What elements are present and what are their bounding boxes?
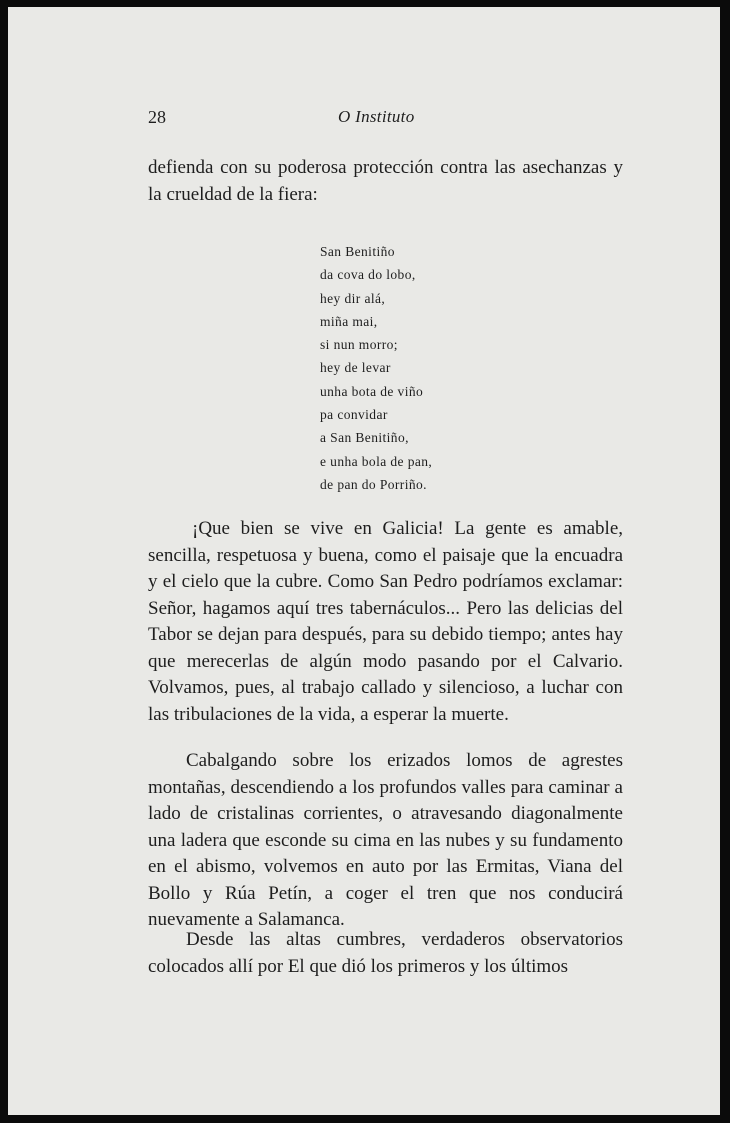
page-number: 28 [148, 107, 166, 127]
verse-line: hey de levar [320, 360, 391, 376]
page-header [148, 107, 618, 135]
verse-line: da cova do lobo, [320, 267, 416, 283]
body-paragraph: ¡Que bien se vive en Galicia! La gente es amable, sencilla, respetuosa y buena, como el paisaje que la encuadra y el cielo que la cubre. Como San Pedro podríamos exclamar: Señor, hagamos aquí tres tabernáculos... Pero las delicias del Tabor se dejan para después, para su debido tiempo; antes hay que merecerlas de algún modo pasando por el Calvario. Volvamos, pues, al trabajo callado y silencioso, a luchar con las tribulaciones de la vida, a esperar la muerte. [148, 518, 623, 725]
verse-line: a San Benitiño, [320, 430, 409, 446]
verse-line: miña mai, [320, 313, 378, 329]
verse-line: unha bota de viño [320, 383, 424, 399]
verse-line: pa convidar [320, 407, 388, 423]
verse-line: de pan do Porriño. [320, 476, 427, 492]
verse-line: hey dir alá, [320, 290, 386, 306]
verse-line: si nun morro; [320, 337, 398, 353]
verse-line: e unha bola de pan, [320, 453, 433, 469]
book-page [8, 7, 720, 1115]
verse-block [320, 240, 432, 496]
verse-line: San Benitiño [320, 244, 395, 259]
body-paragraph: Cabalgando sobre los erizados lomos de agrestes montañas, descendiendo a los profundos valles para caminar a lado de cristalinas corrientes, o atravesando diagonalmente una ladera que esconde su cima en las nubes y su fundamento en el abismo, volvemos en auto por las Ermitas, Viana del Bollo y Rúa Petín, a coger el tren que nos conducirá nuevamente a Salamanca. [148, 750, 623, 930]
running-title: O Instituto [338, 107, 415, 126]
intro-paragraph: defienda con su poderosa protección contra las asechanzas y la crueldad de la fiera: [148, 157, 623, 205]
body-paragraph: Desde las altas cumbres, verdaderos observatorios colocados allí por El que dió los primeros y los últimos [148, 929, 623, 977]
